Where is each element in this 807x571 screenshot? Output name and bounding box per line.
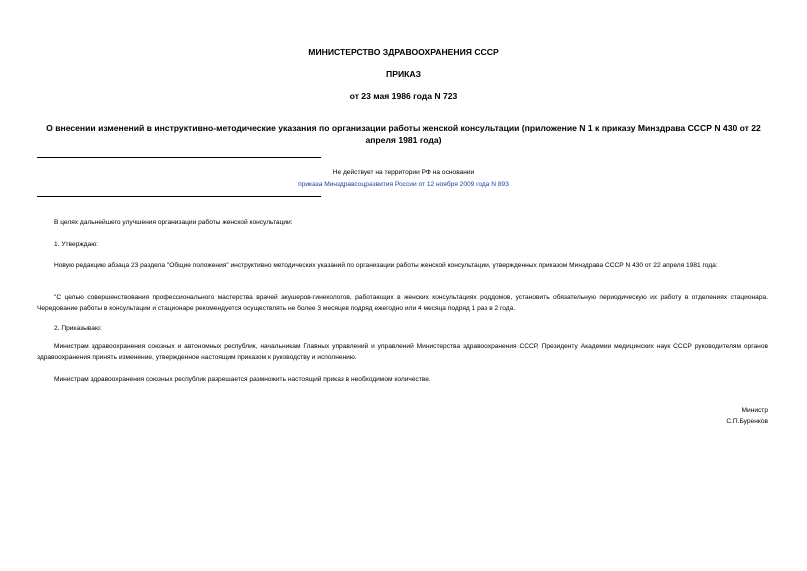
paragraph-ministers-instruction: Министрам здравоохранения союзных и автономных республик, начальникам Главных управлений и управлений Министерства здравоохранения СССР, Президенту Академии медицинских наук СССР руководителям органов здравоохранения принять изменение, утвержденное настоящим приказом к руководству и исполнению. xyxy=(37,343,768,361)
validity-notice xyxy=(0,167,807,191)
separator-rule-bottom xyxy=(37,196,321,197)
signature-name: С.П.Буренков xyxy=(726,418,768,425)
paragraph-order-heading: 2. Приказываю: xyxy=(54,325,102,332)
document-title: О внесении изменений в инструктивно-методические указания по организации работы женской консультации (приложение N 1 к приказу Минздрава СССР N 430 от 22 апреля 1981 года) xyxy=(46,123,761,145)
paragraph-copy-permission: Министрам здравоохранения союзных республик разрешается размножить настоящий приказ в необходимом количестве. xyxy=(54,376,431,383)
paragraph-new-edition: Новую редакцию абзаца 23 раздела "Общие положения" инструктивно методических указаний по организации работы женской консультации, утвержденных приказом Минздрава СССР N 430 от 22 апреля 1981 года: xyxy=(54,262,718,269)
validity-notice-link[interactable]: приказа Минздравсоцразвития России от 12 ноября 2009 года N 893 xyxy=(298,181,509,188)
signature-position: Министр xyxy=(741,407,768,414)
document-date-number: от 23 мая 1986 года N 723 xyxy=(349,91,458,101)
document-type-heading: ПРИКАЗ xyxy=(386,69,421,79)
paragraph-quoted-text: "С целью совершенствования профессионального мастерства врачей акушеров-гинекологов, работающих в женских консультациях роддомов, установить обязательную периодическую их работу в отделениях стационара. Чередование работы в консультации и стационаре рекомендуется осуществлять не более 3 месяцев подряд ежегодно или 4 месяца подряд 1 раз в 2 года. xyxy=(37,294,768,312)
validity-notice-text: Не действует на территории РФ на основании xyxy=(332,169,475,176)
separator-rule-top xyxy=(37,157,321,158)
ministry-heading: МИНИСТЕРСТВО ЗДРАВООХРАНЕНИЯ СССР xyxy=(308,47,499,57)
signature-block xyxy=(726,405,768,427)
paragraph-approve-heading: 1. Утверждаю: xyxy=(54,241,99,248)
paragraph-preamble: В целях дальнейшего улучшения организации работы женской консультации: xyxy=(54,219,293,226)
